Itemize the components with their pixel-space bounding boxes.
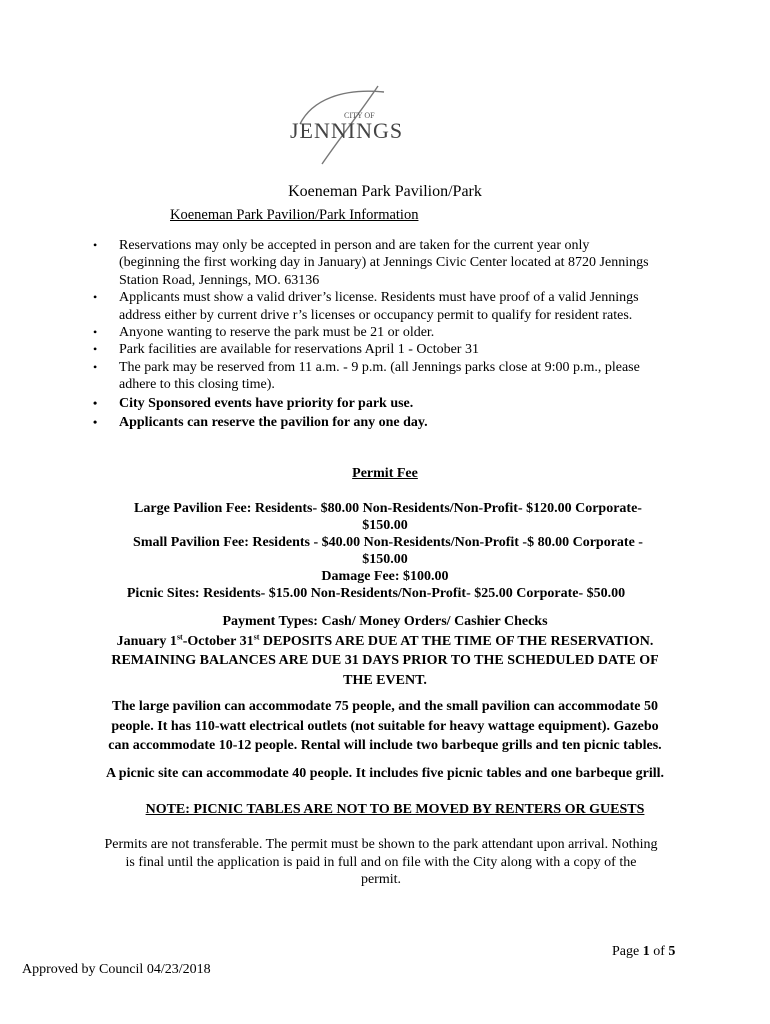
list-item: • Park facilities are available for reservations April 1 - October 31 (90, 341, 650, 358)
permit-fee-heading: Permit Fee (352, 466, 418, 481)
small-pavilion-fee: Small Pavilion Fee: Residents - $40.00 Non-Residents/Non-Profit -$ 80.00 Corporate - (133, 535, 643, 550)
page-title: Koeneman Park Pavilion/Park (288, 183, 482, 200)
capacity-line: people. It has 110-watt electrical outlets (not suitable for heavy wattage equipment). Gazebo (111, 718, 659, 734)
payment-info (0, 612, 770, 690)
list-item: • Applicants must show a valid driver’s license. Residents must have proof of a valid Jennings address either by current drive r’s licenses or occupancy permit to qualify for resident rates. (90, 289, 650, 324)
permits-line: permit. (360, 872, 402, 887)
damage-fee: Damage Fee: $100.00 (321, 569, 449, 584)
picnic-site-paragraph: A picnic site can accommodate 40 people. It includes five picnic tables and one barbeque grill. (105, 766, 665, 781)
tables-note: NOTE: PICNIC TABLES ARE NOT TO BE MOVED BY RENTERS OR GUESTS (145, 802, 645, 817)
logo-city-text: CITY OF (344, 111, 375, 120)
permits-line: is final until the application is paid in full and on file with the City along with a copy of the (125, 854, 637, 870)
picnic-site-fee: Picnic Sites: Residents- $15.00 Non-Residents/Non-Profit- $25.00 Corporate- $50.00 (126, 586, 626, 601)
payment-types: Payment Types: Cash/ Money Orders/ Cashier Checks (222, 614, 548, 629)
balance-line-cont: THE EVENT. (343, 672, 427, 688)
large-pavilion-fee: Large Pavilion Fee: Residents- $80.00 Non-Residents/Non-Profit- $120.00 Corporate- (134, 501, 642, 516)
rules-list (90, 237, 650, 432)
list-item: • City Sponsored events have priority for park use. (90, 394, 650, 413)
capacity-line: can accommodate 10-12 people. Rental will include two barbeque grills and ten picnic tables. (108, 738, 662, 753)
deposit-line: January 1st-October 31st DEPOSITS ARE DUE AT THE TIME OF THE RESERVATION. (116, 631, 654, 649)
list-item: • Anyone wanting to reserve the park must be 21 or older. (90, 324, 650, 341)
page-subtitle: Koeneman Park Pavilion/Park Information (170, 207, 419, 223)
permits-line: Permits are not transferable. The permit must be shown to the park attendant upon arrival. Nothing (104, 837, 658, 852)
list-item: • Reservations may only be accepted in person and are taken for the current year only (beginning the first working day in January) at Jennings Civic Center located at 8720 Jennings Station Road, Jennings, MO. 63136 (90, 237, 650, 289)
logo-name-text: JENNINGS (290, 118, 404, 143)
fee-schedule (0, 500, 770, 602)
capacity-paragraph (0, 697, 770, 756)
list-item: • The park may be reserved from 11 a.m. - 9 p.m. (all Jennings parks close at 9:00 p.m., please adhere to this closing time). (90, 359, 650, 394)
large-pavilion-fee-cont: $150.00 (362, 518, 408, 533)
approval-note: Approved by Council 04/23/2018 (22, 962, 211, 977)
jennings-logo (282, 80, 412, 170)
permits-paragraph (0, 836, 762, 889)
list-item: • Applicants can reserve the pavilion for any one day. (90, 413, 650, 432)
page-number: Page 1 of 5 (612, 944, 676, 959)
balance-line: REMAINING BALANCES ARE DUE 31 DAYS PRIOR TO THE SCHEDULED DATE OF (111, 653, 659, 668)
small-pavilion-fee-cont: $150.00 (362, 552, 408, 567)
capacity-line: The large pavilion can accommodate 75 people, and the small pavilion can accommodate 50 (112, 699, 658, 714)
